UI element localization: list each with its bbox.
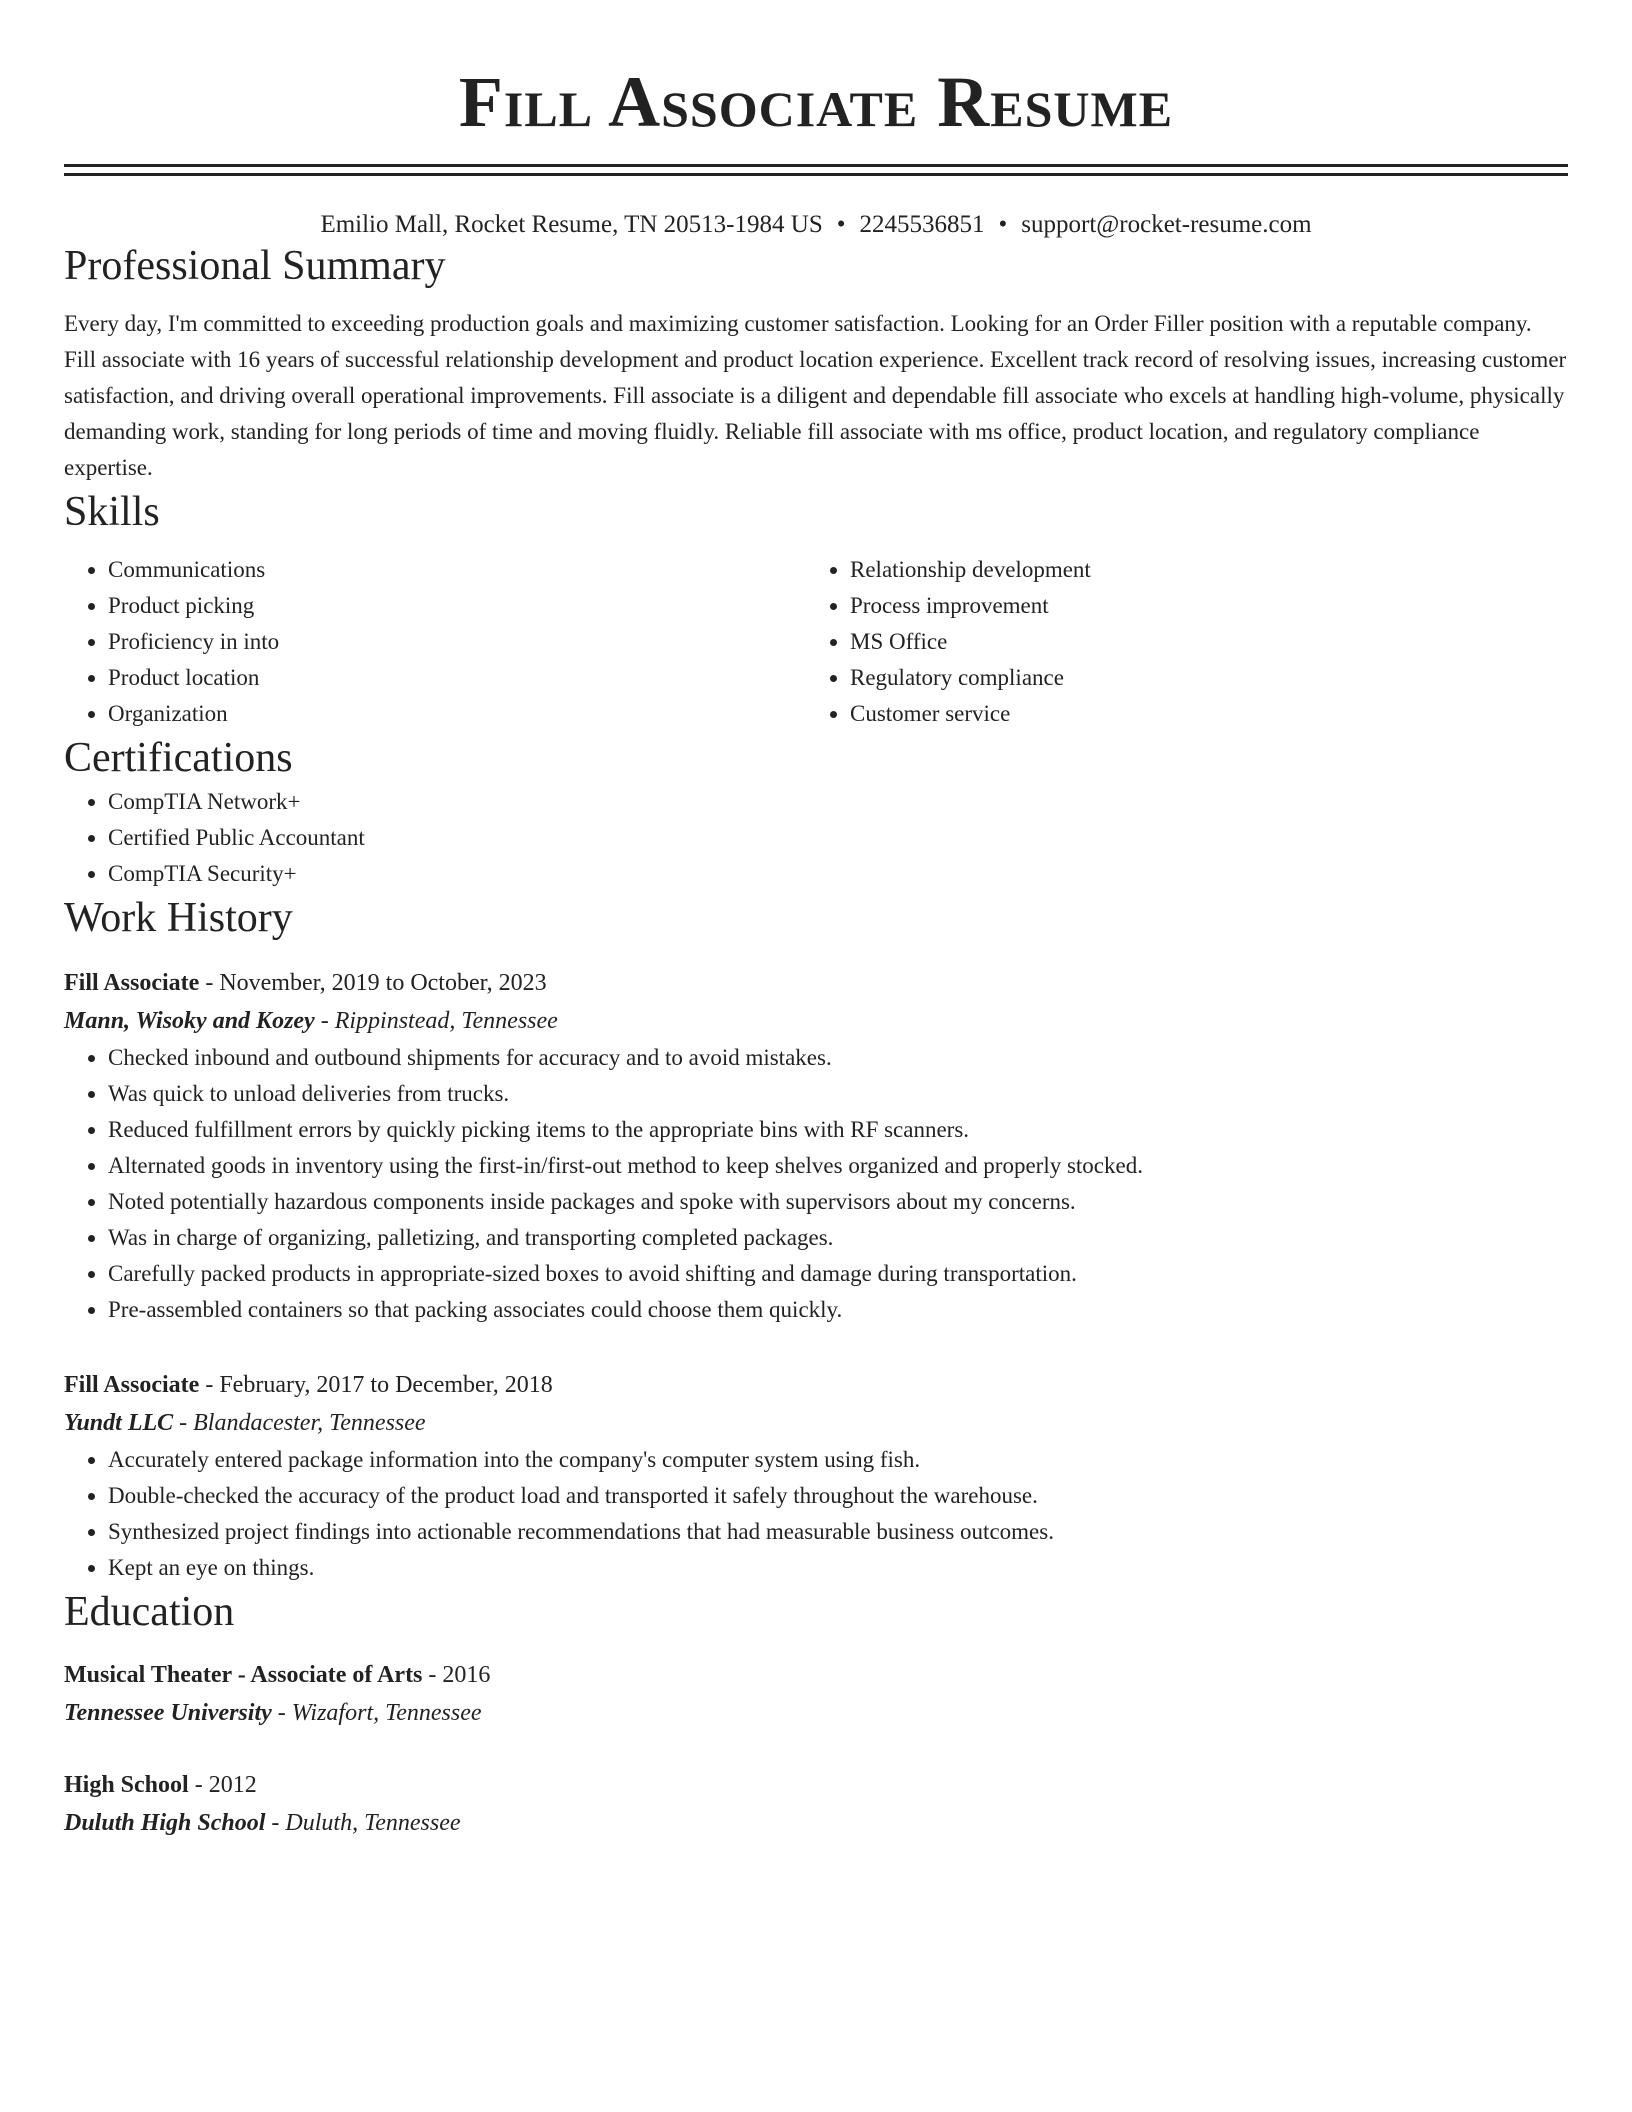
education-heading: Education (64, 1589, 235, 1635)
contact-email: support@rocket-resume.com (1021, 211, 1312, 238)
skill-item: • Customer service (850, 696, 1548, 732)
certifications-heading: Certifications (64, 735, 293, 781)
education-degree: High School (64, 1772, 189, 1798)
skills-column-right (806, 552, 1548, 732)
job-dates: - November, 2019 to October, 2023 (199, 970, 547, 996)
job-entry (64, 1366, 1568, 1586)
job-bullet: • Pre-assembled containers so that packing associates could choose them quickly. (108, 1292, 1568, 1328)
education-year: - 2012 (188, 1772, 257, 1798)
education-year: - 2016 (422, 1662, 491, 1688)
job-title: Fill Associate (64, 970, 200, 996)
resume-title: Fill Associate Resume (458, 62, 1174, 142)
summary-text: Every day, I'm committed to exceeding production goals and maximizing customer satisfaction. Looking for an Order Filler position with a reputable company. Fill associate with 16 years of successful relationship development and product location experience. Excellent track record of resolving issues, increasing customer satisfaction, and driving overall operational improvements. Fill associate is a diligent and dependable fill associate who excels at handling high-volume, physically demanding work, standing for long periods of time and moving fluidly. Reliable fill associate with ms office, product location, and regulatory compliance expertise. (64, 311, 1567, 480)
job-company-line (64, 1002, 1568, 1040)
job-bullet: • Synthesized project findings into actionable recommendations that had measurable business outcomes. (108, 1514, 1568, 1550)
skill-item: • Product location (108, 660, 806, 696)
contact-separator: • (836, 211, 846, 238)
job-bullet-list (64, 1442, 1568, 1586)
education-degree-line (64, 1766, 1568, 1804)
education-school: Duluth High School (64, 1810, 266, 1836)
summary-heading: Professional Summary (64, 243, 446, 289)
skills-heading: Skills (64, 489, 160, 535)
job-bullet: • Carefully packed products in appropriate-sized boxes to avoid shifting and damage during transportation. (108, 1256, 1568, 1292)
certification-item: • Certified Public Accountant (108, 820, 1568, 856)
contact-separator: • (998, 211, 1008, 238)
title-divider-top (64, 164, 1568, 167)
skills-column-left (64, 552, 806, 732)
job-bullet: • Alternated goods in inventory using the first-in/first-out method to keep shelves organized and properly stocked. (108, 1148, 1568, 1184)
certification-item: • CompTIA Network+ (108, 784, 1568, 820)
education-school: Tennessee University (64, 1700, 272, 1726)
job-location: - Rippinstead, Tennessee (314, 1008, 558, 1034)
skills-list-right (806, 552, 1548, 732)
job-bullet: • Double-checked the accuracy of the product load and transported it safely throughout the warehouse. (108, 1478, 1568, 1514)
education-entry (64, 1656, 1568, 1732)
job-bullet: • Noted potentially hazardous components inside packages and spoke with supervisors about my concerns. (108, 1184, 1568, 1220)
skill-item: • Relationship development (850, 552, 1548, 588)
job-title-line (64, 964, 1568, 1002)
job-title: Fill Associate (64, 1372, 200, 1398)
certification-item: • CompTIA Security+ (108, 856, 1568, 892)
education-entry (64, 1766, 1568, 1842)
job-bullet-list (64, 1040, 1568, 1328)
job-bullet: • Kept an eye on things. (108, 1550, 1568, 1586)
skills-grid (64, 552, 1568, 732)
job-bullet: • Was in charge of organizing, palletizing, and transporting completed packages. (108, 1220, 1568, 1256)
skill-item: • Product picking (108, 588, 806, 624)
job-bullet: • Was quick to unload deliveries from trucks. (108, 1076, 1568, 1112)
skills-list-left (64, 552, 806, 732)
work-history-heading: Work History (64, 895, 293, 941)
title-divider-bottom (64, 173, 1568, 176)
job-dates: - February, 2017 to December, 2018 (199, 1372, 553, 1398)
job-company: Yundt LLC (64, 1410, 174, 1436)
skill-item: • Communications (108, 552, 806, 588)
job-bullet: • Checked inbound and outbound shipments for accuracy and to avoid mistakes. (108, 1040, 1568, 1076)
education-location: - Wizafort, Tennessee (271, 1700, 482, 1726)
job-location: - Blandacester, Tennessee (173, 1410, 426, 1436)
skill-item: • Regulatory compliance (850, 660, 1548, 696)
skill-item: • MS Office (850, 624, 1548, 660)
certifications-list (64, 784, 1568, 892)
job-company: Mann, Wisoky and Kozey (64, 1008, 315, 1034)
skill-item: • Proficiency in into (108, 624, 806, 660)
education-location: - Duluth, Tennessee (265, 1810, 461, 1836)
contact-address: Emilio Mall, Rocket Resume, TN 20513-1984 US (320, 211, 823, 238)
job-entry (64, 964, 1568, 1328)
job-company-line (64, 1404, 1568, 1442)
job-bullet: • Accurately entered package information into the company's computer system using fish. (108, 1442, 1568, 1478)
education-degree-line (64, 1656, 1568, 1694)
skill-item: • Organization (108, 696, 806, 732)
education-school-line (64, 1804, 1568, 1842)
education-degree: Musical Theater - Associate of Arts (64, 1662, 423, 1688)
job-bullet: • Reduced fulfillment errors by quickly picking items to the appropriate bins with RF scanners. (108, 1112, 1568, 1148)
skill-item: • Process improvement (850, 588, 1548, 624)
contact-phone: 2245536851 (859, 211, 985, 238)
job-title-line (64, 1366, 1568, 1404)
education-school-line (64, 1694, 1568, 1732)
contact-line (64, 210, 1568, 240)
